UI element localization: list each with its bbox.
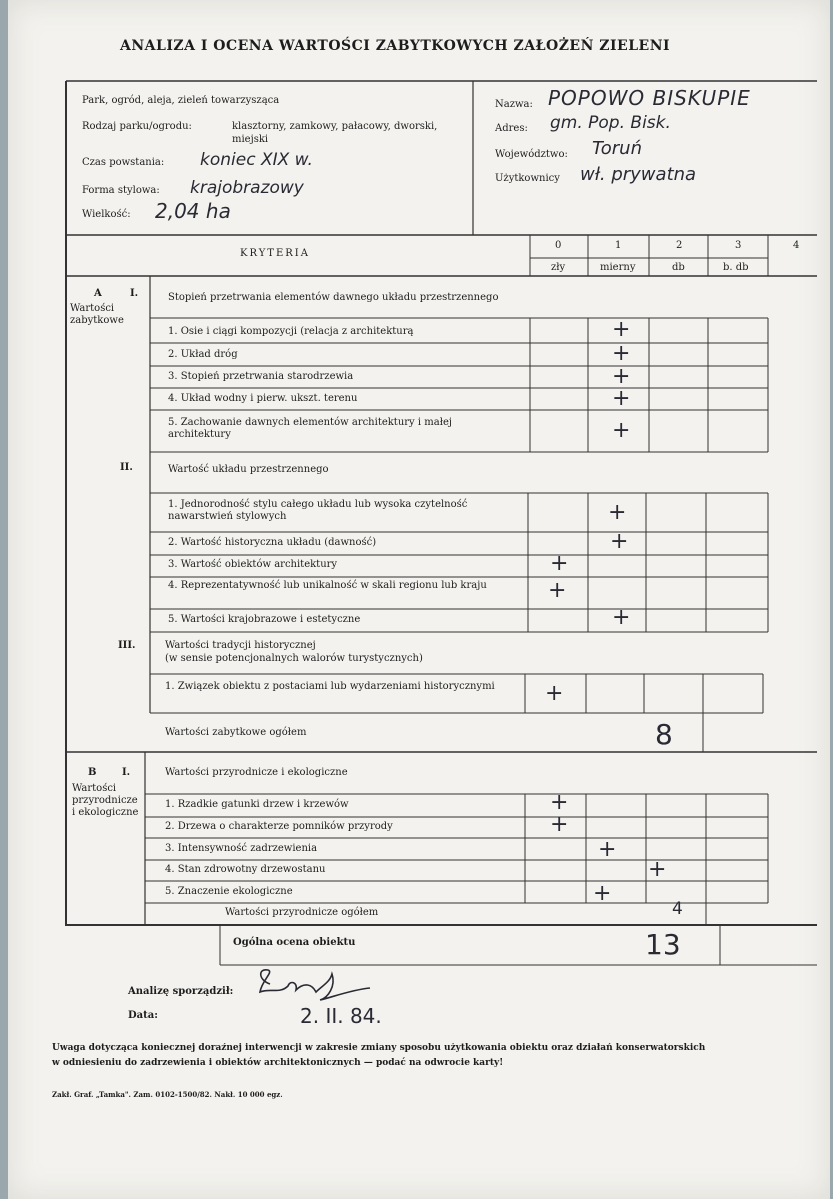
group-3-subtitle: (w sensie potencjonalnych walorów turystycznych) [165, 653, 423, 664]
check-mark: + [598, 837, 617, 862]
score-0: 0 [555, 240, 562, 251]
voivodeship-label: Województwo: [495, 149, 568, 160]
check-mark: + [612, 364, 631, 389]
group-1-title: Stopień przetrwania elementów dawnego układu przestrzennego [168, 292, 499, 303]
row-b-2: 2. Drzewa o charakterze pomników przyrody [165, 821, 393, 832]
row-a1-1: 1. Osie i ciągi kompozycji (relacja z architekturą [168, 326, 414, 337]
row-a2-4: 4. Reprezentatywność lub unikalność w skali regionu lub kraju [168, 580, 487, 591]
note-line-2: w odniesieniu do zadrzewienia i obiektów architektonicznych — podać na odwrocie karty! [52, 1058, 504, 1068]
check-mark: + [612, 605, 631, 630]
check-mark: + [593, 881, 612, 906]
section-a-letter: A [94, 288, 102, 299]
row-a1-3: 3. Stopień przetrwania starodrzewia [168, 371, 354, 382]
check-mark: + [612, 317, 631, 342]
total-a-value: 8 [655, 718, 673, 751]
print-info: Zakł. Graf. „Tamka". Zam. 0102-1500/82. Nakł. 10 000 egz. [52, 1090, 283, 1099]
handwritten-signature [240, 962, 380, 1010]
score-name-0: zły [551, 262, 566, 273]
score-name-2: db [672, 262, 685, 273]
check-mark: + [610, 529, 629, 554]
name-label: Nazwa: [495, 99, 533, 110]
check-mark: + [548, 578, 567, 603]
users-label: Użytkownicy [495, 173, 560, 184]
row-a3-1: 1. Związek obiektu z postaciami lub wydarzeniami historycznymi [165, 681, 495, 692]
voivodeship-value: Toruń [592, 138, 643, 159]
section-a-label: Wartości zabytkowe [70, 303, 124, 326]
overall-label: Ogólna ocena obiektu [233, 937, 356, 948]
section-b-label: Wartości przyrodnicze i ekologiczne [72, 783, 139, 818]
style-value: krajobrazowy [190, 178, 304, 198]
check-mark: + [550, 812, 569, 837]
row-b-5: 5. Znaczenie ekologiczne [165, 886, 293, 897]
row-a2-5: 5. Wartości krajobrazowe i estetyczne [168, 614, 361, 625]
check-mark: + [612, 418, 631, 443]
park-kind-options-2: miejski [232, 134, 269, 145]
check-mark: + [545, 681, 564, 706]
row-a2-3: 3. Wartość obiektów architektury [168, 559, 338, 570]
date-label: Data: [128, 1010, 158, 1021]
score-4: 4 [793, 240, 800, 251]
check-mark: + [612, 386, 631, 411]
overall-value: 13 [645, 928, 681, 961]
creation-time-value: koniec XIX w. [200, 150, 313, 170]
date-value: 2. II. 84. [300, 1004, 382, 1028]
users-value: wł. prywatna [580, 164, 697, 185]
row-b-4: 4. Stan zdrowotny drzewostanu [165, 864, 326, 875]
style-label: Forma stylowa: [82, 185, 160, 196]
row-b-1: 1. Rzadkie gatunki drzew i krzewów [165, 799, 349, 810]
size-label: Wielkość: [82, 209, 131, 220]
check-mark: + [550, 551, 569, 576]
group-1-roman: I. [130, 288, 139, 299]
note-line-1: Uwaga dotycząca koniecznej doraźnej interwencji w zakresie zmiany sposobu użytkowania obiektu oraz działań konserwatorskich [52, 1043, 706, 1053]
section-b-roman: I. [122, 767, 131, 778]
group-2-roman: II. [120, 462, 133, 473]
park-type-label: Park, ogród, aleja, zieleń towarzysząca [82, 95, 280, 106]
check-mark: + [550, 790, 569, 815]
row-a1-5: 5. Zachowanie dawnych elementów architektury i małej architektury [168, 417, 452, 440]
group-2-title: Wartość układu przestrzennego [168, 464, 329, 475]
score-name-1: mierny [600, 262, 636, 273]
park-kind-options: klasztorny, zamkowy, pałacowy, dworski, [232, 121, 438, 132]
score-3: 3 [735, 240, 742, 251]
score-name-3: b. db [723, 262, 749, 273]
score-1: 1 [615, 240, 622, 251]
row-b-3: 3. Intensywność zadrzewienia [165, 843, 318, 854]
address-value: gm. Pop. Bisk. [550, 113, 671, 133]
creation-time-label: Czas powstania: [82, 157, 165, 168]
check-mark: + [648, 857, 667, 882]
size-value: 2,04 ha [155, 199, 231, 223]
total-a-label: Wartości zabytkowe ogółem [165, 727, 307, 738]
address-label: Adres: [495, 123, 528, 134]
row-a1-4: 4. Układ wodny i pierw. ukszt. terenu [168, 393, 358, 404]
criteria-header: KRYTERIA [240, 248, 310, 259]
score-2: 2 [676, 240, 683, 251]
row-a2-1: 1. Jednorodność stylu całego układu lub wysoka czytelność nawarstwień stylowych [168, 499, 468, 522]
section-b-letter: B [88, 767, 97, 778]
section-b-title: Wartości przyrodnicze i ekologiczne [165, 767, 348, 778]
row-a1-2: 2. Układ dróg [168, 349, 238, 360]
analyzed-by-label: Analizę sporządził: [128, 986, 234, 997]
total-b-value: 4 [672, 899, 683, 919]
check-mark: + [608, 500, 627, 525]
group-3-title: Wartości tradycji historycznej [165, 640, 316, 651]
check-mark: + [612, 341, 631, 366]
name-value: POPOWO BISKUPIE [548, 86, 751, 110]
row-a2-2: 2. Wartość historyczna układu (dawność) [168, 537, 377, 548]
total-b-label: Wartości przyrodnicze ogółem [225, 907, 379, 918]
park-kind-label: Rodzaj parku/ogrodu: [82, 121, 192, 132]
group-3-roman: III. [118, 640, 136, 651]
form-title: ANALIZA I OCENA WARTOŚCI ZABYTKOWYCH ZAŁOŻEŃ ZIELENI [120, 38, 671, 54]
